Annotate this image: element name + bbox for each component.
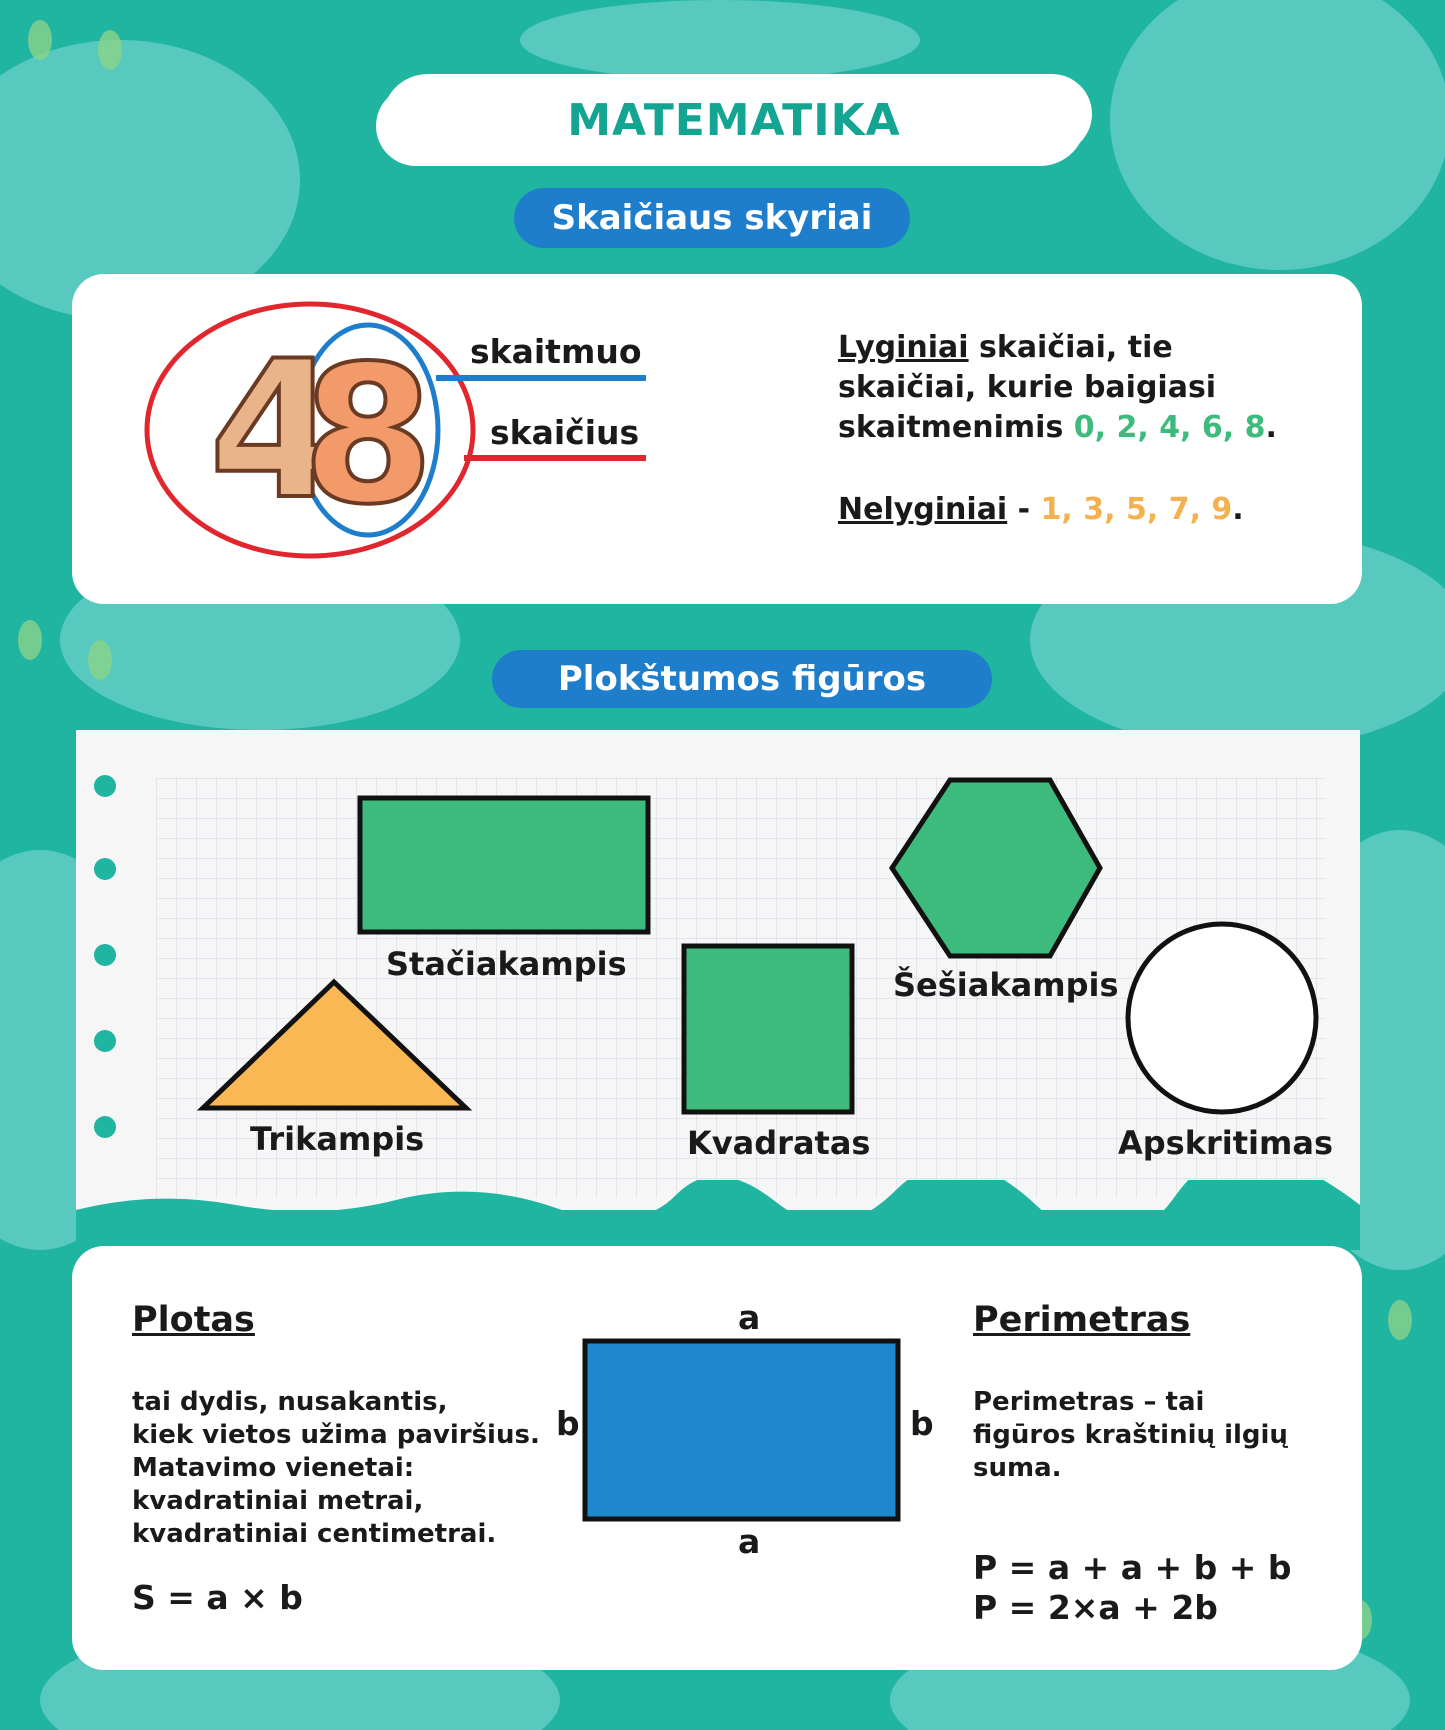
even-numbers-text: Lyginiai skaičiai, tie skaičiai, kurie baigiasi skaitmenimis 0, 2, 4, 6, 8.: [838, 330, 1277, 445]
hexagon-label: Šešiakampis: [893, 966, 1119, 1004]
side-b-right-label: b: [910, 1404, 934, 1443]
even-heading: Lyginiai: [838, 330, 969, 365]
sides-rectangle-diagram: [580, 1336, 906, 1526]
digit-four: 4: [208, 320, 342, 541]
triangle-label: Trikampis: [250, 1120, 425, 1158]
circle-label: Apskritimas: [1118, 1124, 1333, 1162]
digit-eight: 8: [301, 325, 435, 546]
odd-numbers-text: Nelyginiai - 1, 3, 5, 7, 9.: [838, 492, 1244, 527]
even-digits: 0, 2, 4, 6, 8: [1073, 410, 1266, 445]
triangle-shape: [203, 982, 466, 1108]
side-b-left-label: b: [556, 1404, 580, 1443]
perimeter-formula-1: P = a + a + b + b: [973, 1548, 1292, 1587]
area-formula: S = a × b: [132, 1578, 303, 1617]
perimeter-formula-2: P = 2×a + 2b: [973, 1588, 1218, 1627]
page-title: MATEMATIKA: [567, 94, 901, 146]
rectangle-shape: [360, 798, 648, 932]
area-description: tai dydis, nusakantis, kiek vietos užima paviršius. Matavimo vienetai: kvadratiniai metrai, kvadratiniai centimetrai.: [132, 1387, 540, 1549]
side-a-bottom-label: a: [738, 1522, 761, 1561]
perimeter-formulas: [973, 1548, 1291, 1628]
square-label: Kvadratas: [687, 1124, 871, 1162]
rectangle-label: Stačiakampis: [386, 945, 627, 983]
hexagon-shape: [892, 780, 1100, 956]
side-a-top-label: a: [738, 1298, 761, 1337]
label-number: skaičius: [490, 413, 640, 452]
label-digit: skaitmuo: [470, 332, 642, 371]
square-shape: [684, 946, 852, 1112]
circle-shape: [1128, 924, 1316, 1112]
odd-digits: 1, 3, 5, 7, 9: [1040, 492, 1233, 527]
area-heading: Plotas: [132, 1300, 255, 1340]
section-pill-label: Skaičiaus skyriai: [551, 198, 873, 238]
sides-rectangle: [585, 1341, 898, 1519]
odd-heading: Nelyginiai: [838, 492, 1008, 527]
perimeter-description: Perimetras – tai figūros kraštinių ilgių suma.: [973, 1387, 1288, 1483]
section-pill-label: Plokštumos figūros: [557, 659, 927, 699]
perimeter-heading: Perimetras: [973, 1300, 1191, 1340]
